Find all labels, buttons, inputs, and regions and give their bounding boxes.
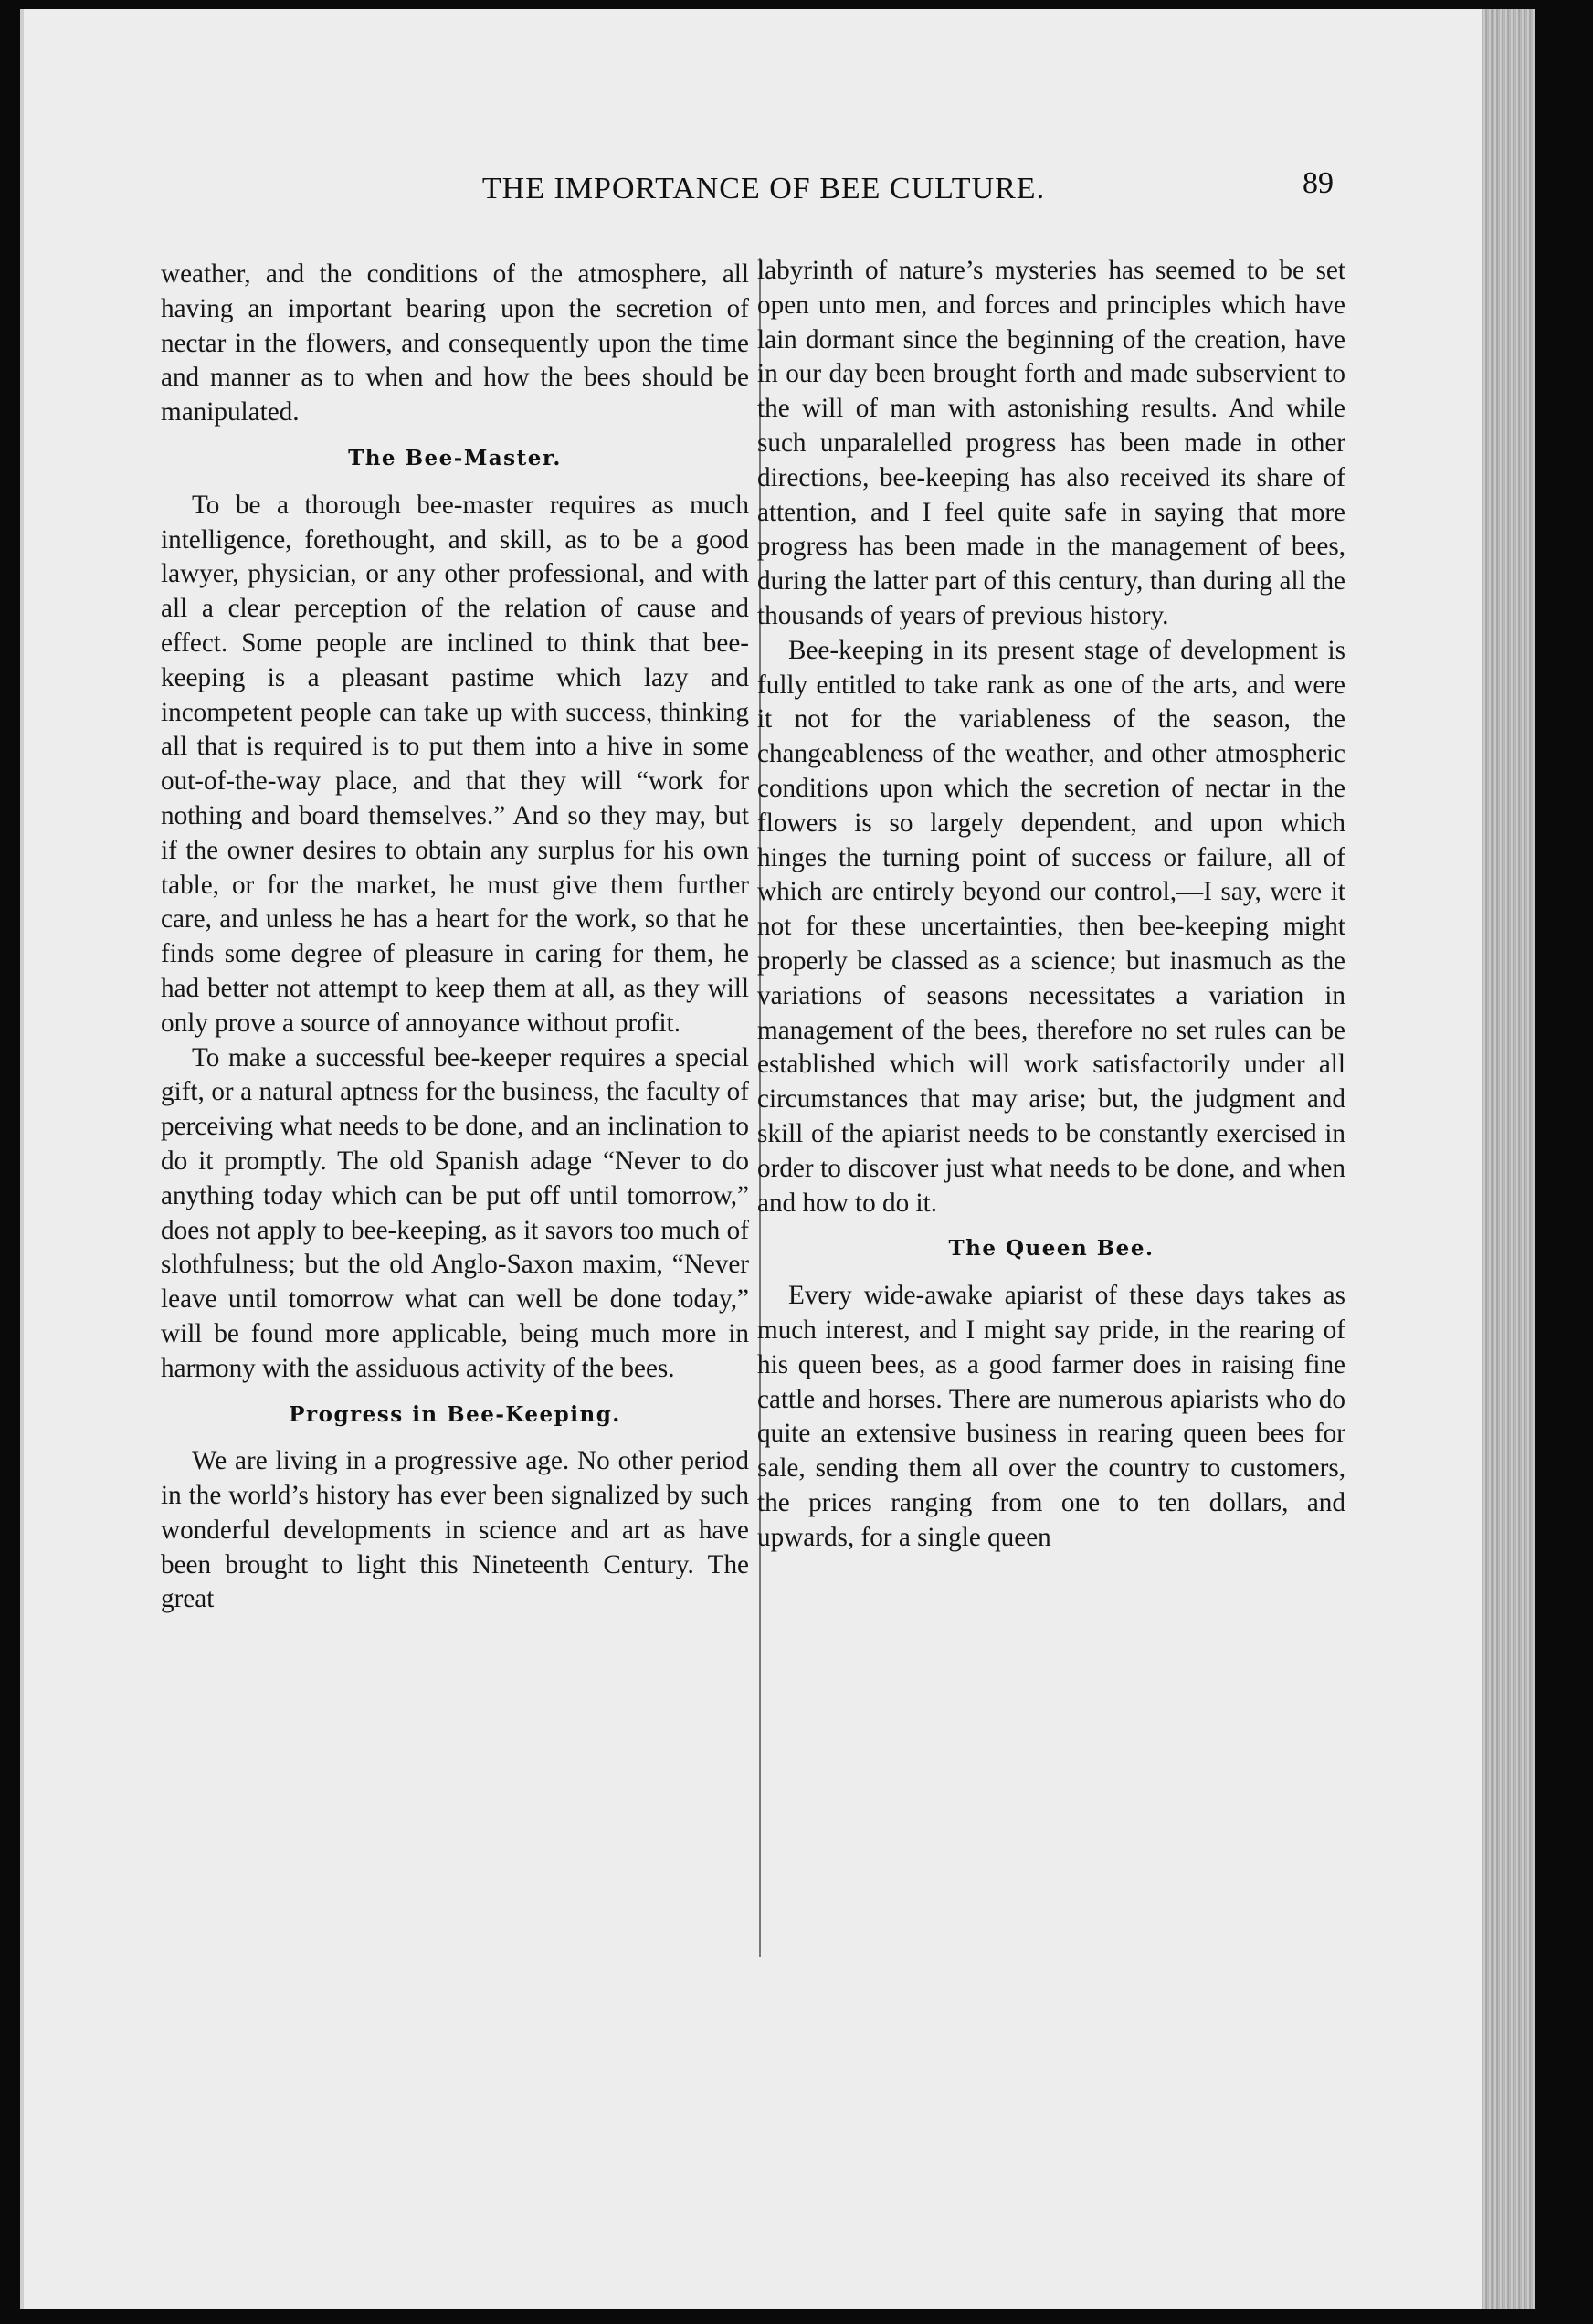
paragraph: weather, and the conditions of the atmosphere, all having an important bearing upon the secretion of nectar in the flowers, and consequently upon the time and manner as to when and how the bees should be manipulated.: [161, 259, 749, 428]
section-heading-bee-master: The Bee-Master.: [348, 445, 562, 470]
paragraph: We are living in a progressive age. No other period in the world’s history has ever been signalized by such wonderful developments in science and art as have been brought to light this Nineteenth Century. The great: [161, 1446, 749, 1614]
left-column: [161, 258, 749, 1617]
paragraph: To make a successful bee-keeper requires a special gift, or a natural aptness for the business, the faculty of perceiving what needs to be done, and an inclination to do it promptly. The old Spanish adage “Never to do anything today which can be put off until tomorrow,” does not apply to bee-keeping, as it savors too much of slothfulness; but the old Anglo-Saxon maxim, “Never leave until tomorrow what can well be done today,” will be found more applicable, being much more in harmony with the assiduous activity of the bees.: [161, 1042, 749, 1383]
paragraph: labyrinth of nature’s mysteries has seemed to be set open unto men, and forces and principles which have lain dormant since the beginning of the creation, have in our day been brought forth and made subservient to the will of man with astonishing results. And while such unparalelled progress has been made in other directions, bee-keeping has also received its share of attention, and I feel quite safe in saying that more progress has been made in the management of bees, during the latter part of this century, than during all the thousands of years of previous history.: [757, 256, 1345, 630]
page-number: 89: [1303, 166, 1334, 200]
paragraph: To be a thorough bee-master requires as much intelligence, forethought, and skill, as to be a good lawyer, physician, or any other professional, and with all a clear perception of the relation of cause and effect. Some people are inclined to think that bee-keeping is a pleasant pastime which lazy and incompetent people can take up with success, thinking all that is required is to put them into a hive in some out-of-the-way place, and that they will “work for nothing and board themselves.” And so they may, but if the owner desires to obtain any surplus for his own table, or for the market, he must give them further care, and unless he has a heart for the work, so that he finds some degree of pleasure in caring for them, he had better not attempt to keep them at all, as they will only prove a source of annoyance without profit.: [161, 490, 749, 1038]
book-page-edge: [1482, 9, 1535, 2309]
paragraph: Bee-keeping in its present stage of development is fully entitled to take rank as one of the arts, and were it not for the variableness of the season, the changeableness of the weather, and other atmospheric conditions upon which the secretion of nectar in the flowers is so largely dependent, and upon which hinges the turning point of success or failure, all of which are entirely beyond our control,—I say, were it not for these uncertainties, then bee-keeping might properly be classed as a science; but inasmuch as the variations of seasons necessitates a variation in management of the bees, therefore no set rules can be established which will work satisfactorily under all circumstances that may arise; but, the judgment and skill of the apiarist needs to be constantly exercised in order to discover just what needs to be done, and when and how to do it.: [757, 635, 1345, 1218]
right-column: [757, 254, 1345, 1555]
paragraph: Every wide-awake apiarist of these days takes as much interest, and I might say pride, in the rearing of his queen bees, as a good farmer does in raising fine cattle and horses. There are numerous apiarists who do quite an extensive business in rearing queen bees for sale, sending them all over the country to customers, the prices ranging from one to ten dollars, and upwards, for a single queen: [757, 1281, 1345, 1552]
section-heading-queen-bee: The Queen Bee.: [948, 1236, 1155, 1262]
book-page: [20, 9, 1535, 2309]
running-title: THE IMPORTANCE OF BEE CULTURE.: [481, 172, 1046, 206]
section-heading-progress: Progress in Bee-Keeping.: [289, 1401, 621, 1427]
